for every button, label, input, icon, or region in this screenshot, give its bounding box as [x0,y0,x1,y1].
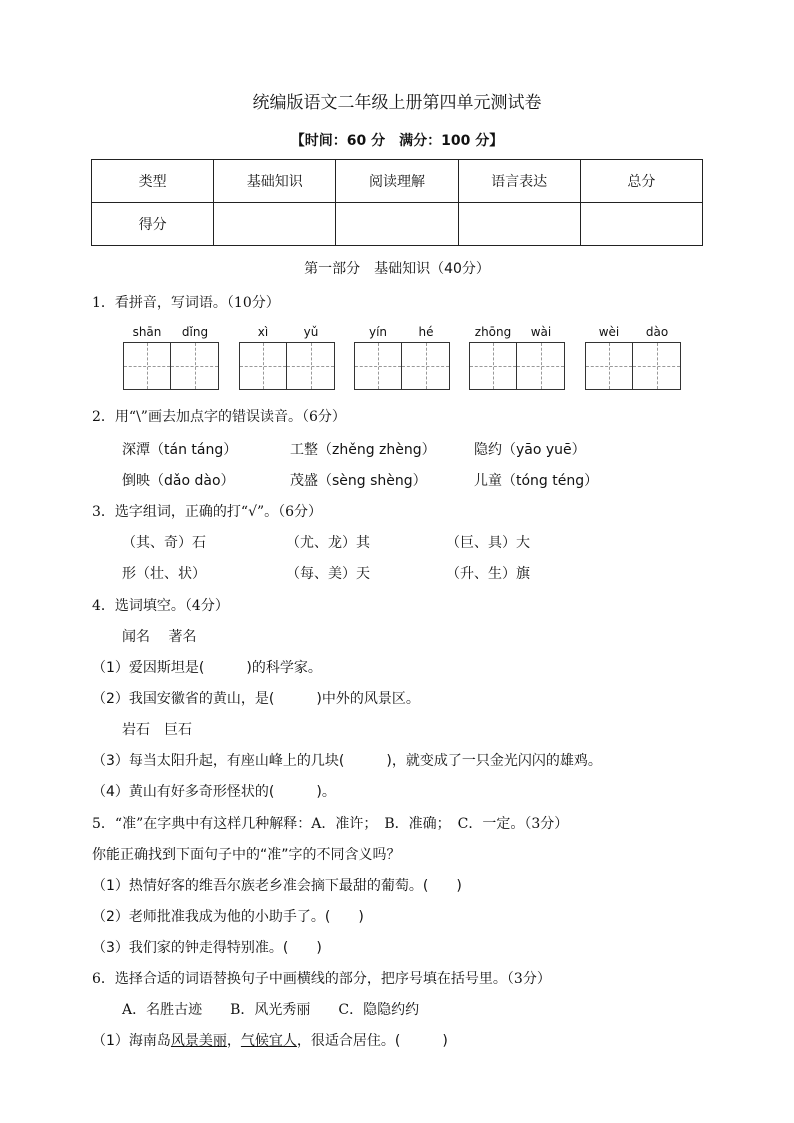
table-cell: 阅读理解 [336,160,458,203]
answer-options: A．名胜古迹 B．风光秀丽 C．隐隐约约 [122,1002,420,1018]
pinyin-label: xì [257,325,269,339]
underlined-phrase: 气候宜人 [240,1033,297,1049]
table-cell: 语言表达 [458,160,580,203]
word-bank: 岩石 巨石 [122,722,192,738]
sentence-text: （1）海南岛 [92,1033,171,1049]
pinyin-group-5 [585,325,681,395]
score-table [91,159,703,246]
question-4-prompt: 4．选词填空。（4分） [92,598,229,614]
writing-grid-box[interactable] [171,342,219,390]
pronunciation-item[interactable]: 隐约（yāo yuē） [474,442,586,458]
question-5-subprompt: 你能正确找到下面句子中的“准”字的不同含义吗？ [92,847,401,863]
pronunciation-item[interactable]: 茂盛（sèng shèng） [290,473,427,489]
sentence-text: ， [226,1033,241,1049]
score-input-cell[interactable] [458,203,580,246]
writing-grid-box[interactable] [402,342,450,390]
score-input-cell[interactable] [580,203,702,246]
fill-blank-sentence[interactable]: （1）热情好客的维吾尔族老乡准会摘下最甜的葡萄。( ) [92,878,462,894]
fill-blank-sentence[interactable]: （1）爱因斯坦是( )的科学家。 [92,660,322,676]
table-row [92,160,703,203]
writing-grid-box[interactable] [585,342,633,390]
pronunciation-item[interactable]: 儿童（tóng téng） [474,473,599,489]
table-cell: 基础知识 [214,160,336,203]
pinyin-group-2 [239,325,335,395]
word-choice-item[interactable]: （其、奇）石 [122,535,206,551]
pinyin-label: dǐng [181,325,209,339]
pinyin-label: zhōng [474,325,512,339]
writing-grid-box[interactable] [633,342,681,390]
word-bank: 闻名 著名 [122,629,197,645]
question-6-prompt: 6．选择合适的词语替换句子中画横线的部分，把序号填在括号里。（3分） [92,971,551,987]
question-5-prompt: 5．“准”在字典中有这样几种解释：A．准许； B．准确； C．一定。（3分） [92,816,569,832]
pronunciation-item[interactable]: 深潭（tán táng） [122,442,238,458]
word-choice-item[interactable]: （巨、具）大 [446,535,530,551]
pronunciation-item[interactable]: 倒映（dǎo dào） [122,473,235,489]
score-input-cell[interactable] [214,203,336,246]
fill-blank-sentence[interactable]: （3）我们家的钟走得特别准。( ) [92,940,322,956]
time-score-info: 【时间：60 分 满分：100 分】 [290,133,504,149]
pinyin-group-1 [123,325,219,395]
table-row [92,203,703,246]
score-input-cell[interactable] [336,203,458,246]
table-cell: 得分 [92,203,214,246]
question-1-prompt: 1．看拼音，写词语。（10分） [92,295,280,311]
word-choice-item[interactable]: （每、美）天 [286,566,370,582]
question-2-prompt: 2．用“\”画去加点字的错误读音。（6分） [92,409,346,425]
writing-grid-box[interactable] [287,342,335,390]
writing-grid-box[interactable] [469,342,517,390]
pinyin-group-4 [469,325,565,395]
section-title: 第一部分 基础知识（40分） [304,261,490,277]
writing-grid-box[interactable] [239,342,287,390]
question-3-prompt: 3．选字组词，正确的打“√”。（6分） [92,504,323,520]
pinyin-label: yǔ [303,325,319,339]
pinyin-label: wèi [598,325,620,339]
word-choice-item[interactable]: （升、生）旗 [446,566,530,582]
table-cell: 总分 [580,160,702,203]
fill-blank-sentence[interactable]: （3）每当太阳升起，有座山峰上的几块( )，就变成了一只金光闪闪的雄鸡。 [92,753,602,769]
pinyin-label: dào [645,325,669,339]
word-choice-item[interactable]: 形（壮、状） [122,566,206,582]
fill-blank-sentence[interactable]: （2）我国安徽省的黄山，是( )中外的风景区。 [92,691,420,707]
sentence-text: ，很适合居住。( ) [296,1033,448,1049]
pinyin-label: hé [418,325,434,339]
pinyin-group-3 [354,325,450,395]
table-cell: 类型 [92,160,214,203]
underlined-phrase: 风景美丽 [170,1033,227,1049]
pinyin-label: yín [368,325,388,339]
pinyin-label: shān [132,325,162,339]
writing-grid-box[interactable] [123,342,171,390]
page-title: 统编版语文二年级上册第四单元测试卷 [252,93,542,113]
fill-blank-sentence[interactable] [92,1030,448,1050]
word-choice-item[interactable]: （尤、龙）其 [286,535,370,551]
fill-blank-sentence[interactable]: （2）老师批准我成为他的小助手了。( ) [92,909,364,925]
pronunciation-item[interactable]: 工整（zhěng zhèng） [290,442,436,458]
writing-grid-box[interactable] [517,342,565,390]
fill-blank-sentence[interactable]: （4）黄山有好多奇形怪状的( )。 [92,784,336,800]
writing-grid-box[interactable] [354,342,402,390]
pinyin-label: wài [530,325,552,339]
